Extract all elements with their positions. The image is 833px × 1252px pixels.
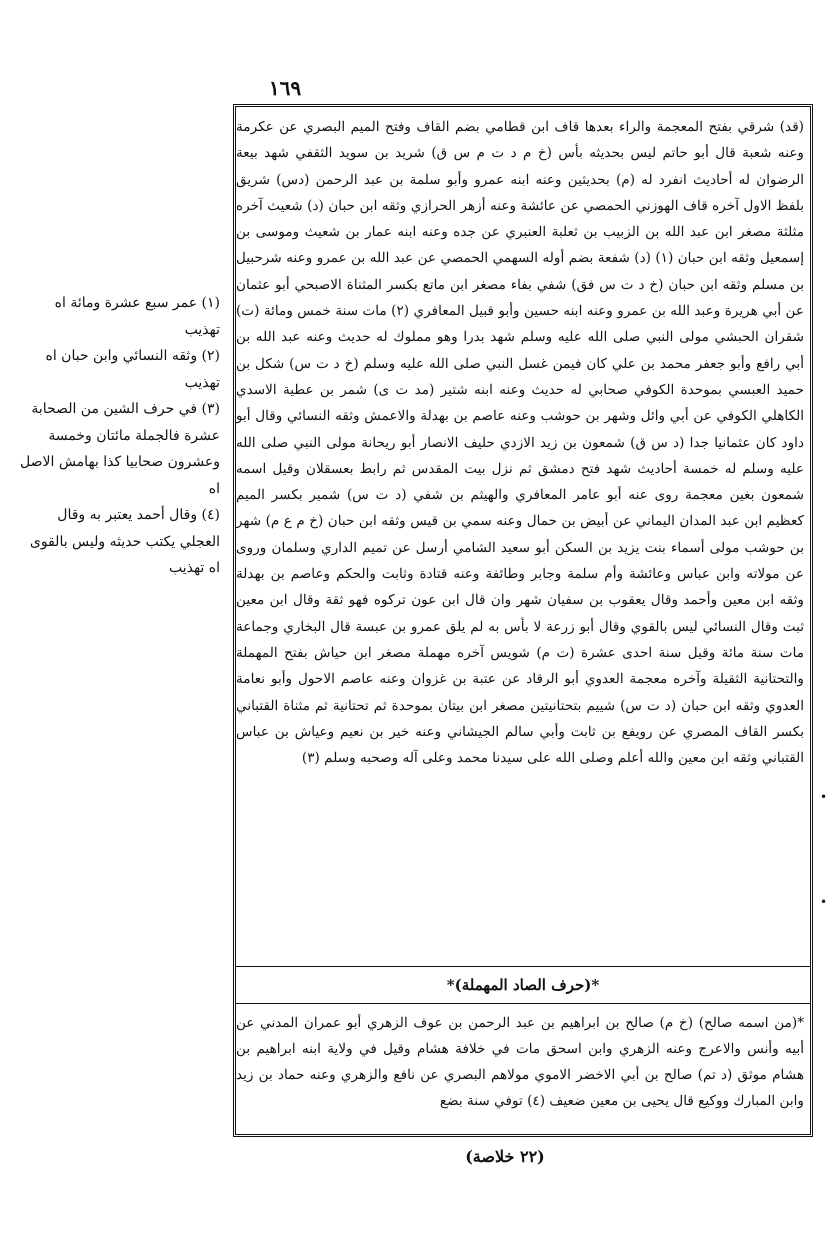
footnote-3: (٣) في حرف الشين من الصحابة عشرة فالجملة مائتان وخمسة وعشرون صحابيا كذا بهامش الاصل اه: [20, 401, 220, 497]
margin-footnotes: [20, 290, 220, 582]
margin-dot-mark: •: [820, 790, 828, 804]
section-paragraph: *(من اسمه صالح) (خ م) صالح بن ابراهيم بن عبد الرحمن بن عوف الزهري أبو عمران المدني عن أبيه وأنس والاعرج وعنه الزهري وابن اسحق مات في خلافة هشام وقيل في ولاية ابنه ابراهيم بن هشام موثق (د تم) صالح بن أبي الاخضر الاموي مولاهم البصري عن نافع والزهري وعنه حماد بن زيد وابن المبارك ووكيع قال يحيى بن معين ضعيف (٤) توفي سنة بضع: [236, 1015, 804, 1109]
section-heading: *(حرف الصاد المهملة)*: [446, 976, 600, 994]
page-number: ١٦٩: [268, 76, 302, 100]
section-top-rule: [236, 966, 810, 967]
main-paragraph: (قد) شرقي بفتح المعجمة والراء بعدها قاف ابن قطامي بضم القاف وفتح الميم البصري عن عكرمة وعنه شعبة قال أبو حاتم ليس بحديثه بأس (خ م د ت م س ق) شريد بن سويد الثقفي شهد بيعة الرضوان له أحاديث انفرد له (م) بحديثين وعنه ابنه عمرو وأبو سلمة بن عبد الرحمن (دس) شريق بلفظ الاول آخره قاف الهوزني الحمصي عن عائشة وعنه أزهر الحرازي وثقه ابن حبان (د) شعيث آخره مثلثة مصغر ابن عبد الله بن الزبيب بن ثعلبة العنبري عن جده وعنه ابنه عمار بن شعيث وموسى بن إسمعيل وثقه ابن حبان (١) (د) شفعة بضم أوله السهمي الحمصي عن عبد الله بن عمرو وعنه شرحبيل بن مسلم وثقه ابن حبان (خ د ت س فق) شفي بفاء مصغر ابن ماتع بكسر المثناة الاصبحي أبو عثمان عن أبي هريرة وعبد الله بن عمرو وعنه ابنه حسين وأبو قبيل المعافري (٢) مات سنة خمس ومائة (ت) شقران الحبشي مولى النبي صلى الله عليه وسلم شهد بدرا وهو مملوك له حديث وعنه عبد الله بن أبي رافع وأبو جعفر محمد بن علي كان فيمن غسل النبي صلى الله عليه وسلم (خ د ت س) شكل بن حميد العبسي بموحدة الكوفي صحابي له حديث وعنه ابنه شتير (مد ت ى) شمر بن عطية الاسدي الكاهلي الكوفي عن أبي وائل وشهر بن حوشب وعنه عاصم بن بهدلة والاعمش وثقه النسائي وقال أبو داود كان عثمانيا جدا (د س ق) شمعون بن زيد الازدي حليف الانصار أبو ريحانة مولى النبي صلى الله عليه وسلم له خمسة أحاديث شهد فتح دمشق ثم نزل بيت المقدس ثم رابط بعسقلان وقيل اسمه شمعون بغين معجمة روى عنه أبو عامر المعافري والهيثم بن شفي (د ت س) شمير بكسر الميم كعظيم ابن عبد المدان اليماني عن أبيض بن حمال وعنه سمي بن قيس وثقه ابن حبان (خ م ع م) شهر بن حوشب مولى أسماء بنت يزيد بن السكن أبو سعيد الشامي أرسل عن تميم الداري وسلمان وروى عن مولاته وابن عباس وعائشة وأم سلمة وجابر وطائفة وعنه قتادة وثابت والحكم وعاصم بن بهدلة وثقه ابن معين وأحمد وقال يعقوب بن سفيان شهر وان قال ابن عون تركوه فهو ثقة وقال ابن معين ثبت وقال النسائي ليس بالقوي وقال أبو زرعة لا بأس به لم يلق عمرو بن عبسة قال البخاري وجماعة مات سنة مائة وقيل سنة احدى عشرة (ت م) شويس آخره مهملة مصغر ابن حياش بفتح المهملة والتحتانية الثقيلة وآخره معجمة العدوي أبو الرقاد عن عتبة بن غزوان وعنه عاصم الاحول وأبو نعامة العدوي وثقه ابن حبان (د ت س) شييم بتحتانيتين مصغر ابن بيتان بموحدة ثم تحتانية ثم مثناة القتباني بكسر القاف المصري عن رويفع بن ثابت وأبي سالم الجيشاني وعنه خير بن نعيم وعياش بن عباس القتباني وثقه ابن معين والله أعلم وصلى الله على سيدنا محمد وعلى آله وصحبه وسلم (٣): [236, 119, 804, 767]
main-text-block: [236, 114, 804, 964]
section-bottom-rule: [236, 1003, 810, 1004]
footnote-4: (٤) وقال أحمد يعتبر به وقال العجلي يكتب حديثه وليس بالقوى اه تهذيب: [29, 507, 220, 576]
footnote-1: (١) عمر سبع عشرة ومائة اه تهذيب: [54, 295, 220, 338]
section-text-block: [236, 1010, 804, 1132]
margin-dot-mark: •: [820, 895, 828, 909]
footnote-2: (٢) وثقه النسائي وابن حبان اه تهذيب: [45, 348, 220, 391]
signature-mark: (٢٢ خلاصة): [465, 1147, 545, 1166]
